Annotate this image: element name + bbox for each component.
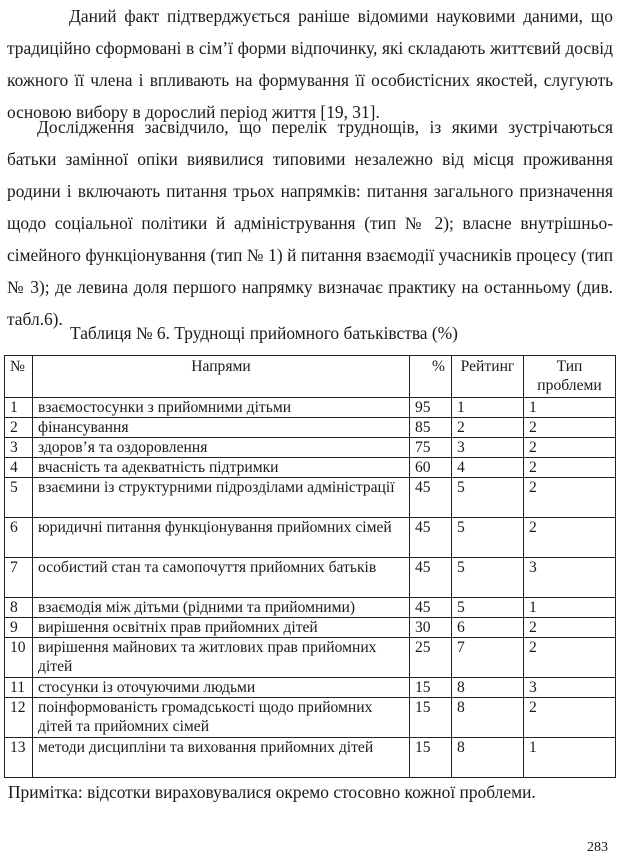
table-row (5, 558, 616, 598)
page-number: 283 (587, 840, 608, 855)
cell-type: 1 (524, 738, 616, 778)
cell-num: 7 (5, 558, 33, 598)
cell-rating: 1 (452, 398, 524, 418)
cell-percent: 15 (410, 698, 452, 738)
cell-direction: взаємостосунки з прийомними дітьми (33, 398, 410, 418)
cell-direction: вирішення майнових та житлових прав прийомних дітей (33, 638, 410, 678)
difficulties-table (4, 355, 616, 778)
cell-percent: 45 (410, 478, 452, 518)
table-row (5, 698, 616, 738)
table-row (5, 438, 616, 458)
cell-num: 11 (5, 678, 33, 698)
cell-num: 12 (5, 698, 33, 738)
header-rating: Рейтинг (452, 356, 524, 398)
cell-type: 1 (524, 598, 616, 618)
cell-rating: 3 (452, 438, 524, 458)
cell-percent: 85 (410, 418, 452, 438)
cell-rating: 8 (452, 738, 524, 778)
cell-num: 8 (5, 598, 33, 618)
cell-direction: фінансування (33, 418, 410, 438)
cell-type: 1 (524, 398, 616, 418)
cell-percent: 45 (410, 558, 452, 598)
cell-rating: 7 (452, 638, 524, 678)
cell-rating: 2 (452, 418, 524, 438)
cell-percent: 15 (410, 738, 452, 778)
cell-direction: здоров’я та оздоровлення (33, 438, 410, 458)
paragraph-1: Даний факт підтверджується раніше відомими науковими даними, що традиційно сформовані в сім’ї форми відпочинку, які складають життєвий досвід кожного її члена і впливають на формування її особистісних якостей, слугують основою вибору в дорослий період життя [19, 31]. (7, 6, 613, 122)
header-type-line1: Тип (556, 358, 583, 375)
cell-rating: 8 (452, 678, 524, 698)
table-body (5, 398, 616, 778)
table-note: Примітка: відсотки вираховувалися окремо стосовно кожної проблеми. (8, 782, 536, 802)
cell-percent: 25 (410, 638, 452, 678)
cell-direction: особистий стан та самопочуття прийомних батьків (33, 558, 410, 598)
cell-type: 2 (524, 438, 616, 458)
cell-rating: 4 (452, 458, 524, 478)
table-row (5, 398, 616, 418)
cell-num: 10 (5, 638, 33, 678)
cell-direction: вчасність та адекватність підтримки (33, 458, 410, 478)
cell-rating: 5 (452, 518, 524, 558)
cell-type: 3 (524, 558, 616, 598)
cell-type: 2 (524, 418, 616, 438)
cell-type: 2 (524, 638, 616, 678)
header-num: № (5, 356, 33, 398)
cell-num: 9 (5, 618, 33, 638)
cell-percent: 15 (410, 678, 452, 698)
table-header-row (5, 356, 616, 398)
cell-num: 13 (5, 738, 33, 778)
table-row (5, 738, 616, 778)
cell-num: 1 (5, 398, 33, 418)
cell-percent: 60 (410, 458, 452, 478)
cell-num: 6 (5, 518, 33, 558)
cell-num: 3 (5, 438, 33, 458)
cell-rating: 5 (452, 558, 524, 598)
cell-direction: поінформованість громадськості щодо прийомних дітей та прийомних сімей (33, 698, 410, 738)
cell-percent: 45 (410, 518, 452, 558)
table-caption: Таблиця № 6. Труднощі прийомного батьківства (%) (70, 323, 458, 343)
paragraph-2: Дослідження засвідчило, що перелік труднощів, із якими зустрічаються батьки замінної опіки виявилися типовими незалежно від місця проживання родини і включають питання трьох напрямків: питання загального призначення щодо соціальної політики й адміністрування (тип № 2); власне внутрішньо-сімейного функціонування (тип № 1) й питання взаємодії учасників процесу (тип № 3); де левина доля першого напрямку визначає практику на останньому (див. табл.6). (7, 117, 613, 329)
table-row (5, 598, 616, 618)
table-row (5, 478, 616, 518)
cell-direction: вирішення освітніх прав прийомних дітей (33, 618, 410, 638)
cell-percent: 75 (410, 438, 452, 458)
cell-direction: взаємини із структурними підрозділами адміністрації (33, 478, 410, 518)
table-row (5, 618, 616, 638)
cell-type: 2 (524, 478, 616, 518)
cell-type: 2 (524, 518, 616, 558)
cell-percent: 30 (410, 618, 452, 638)
cell-percent: 95 (410, 398, 452, 418)
table-row (5, 518, 616, 558)
cell-direction: стосунки із оточуючими людьми (33, 678, 410, 698)
table-row (5, 678, 616, 698)
header-type (524, 356, 616, 398)
cell-num: 5 (5, 478, 33, 518)
table-row (5, 418, 616, 438)
table-row (5, 458, 616, 478)
header-percent: % (410, 356, 452, 398)
table-row (5, 638, 616, 678)
cell-type: 2 (524, 458, 616, 478)
cell-percent: 45 (410, 598, 452, 618)
header-type-line2: проблеми (537, 377, 602, 394)
cell-rating: 5 (452, 478, 524, 518)
cell-type: 2 (524, 618, 616, 638)
cell-direction: методи дисципліни та виховання прийомних дітей (33, 738, 410, 778)
header-direction: Напрями (33, 356, 410, 398)
cell-type: 3 (524, 678, 616, 698)
cell-type: 2 (524, 698, 616, 738)
cell-rating: 6 (452, 618, 524, 638)
cell-rating: 5 (452, 598, 524, 618)
cell-direction: взаємодія між дітьми (рідними та прийомними) (33, 598, 410, 618)
cell-rating: 8 (452, 698, 524, 738)
cell-num: 4 (5, 458, 33, 478)
cell-direction: юридичні питання функціонування прийомних сімей (33, 518, 410, 558)
cell-num: 2 (5, 418, 33, 438)
